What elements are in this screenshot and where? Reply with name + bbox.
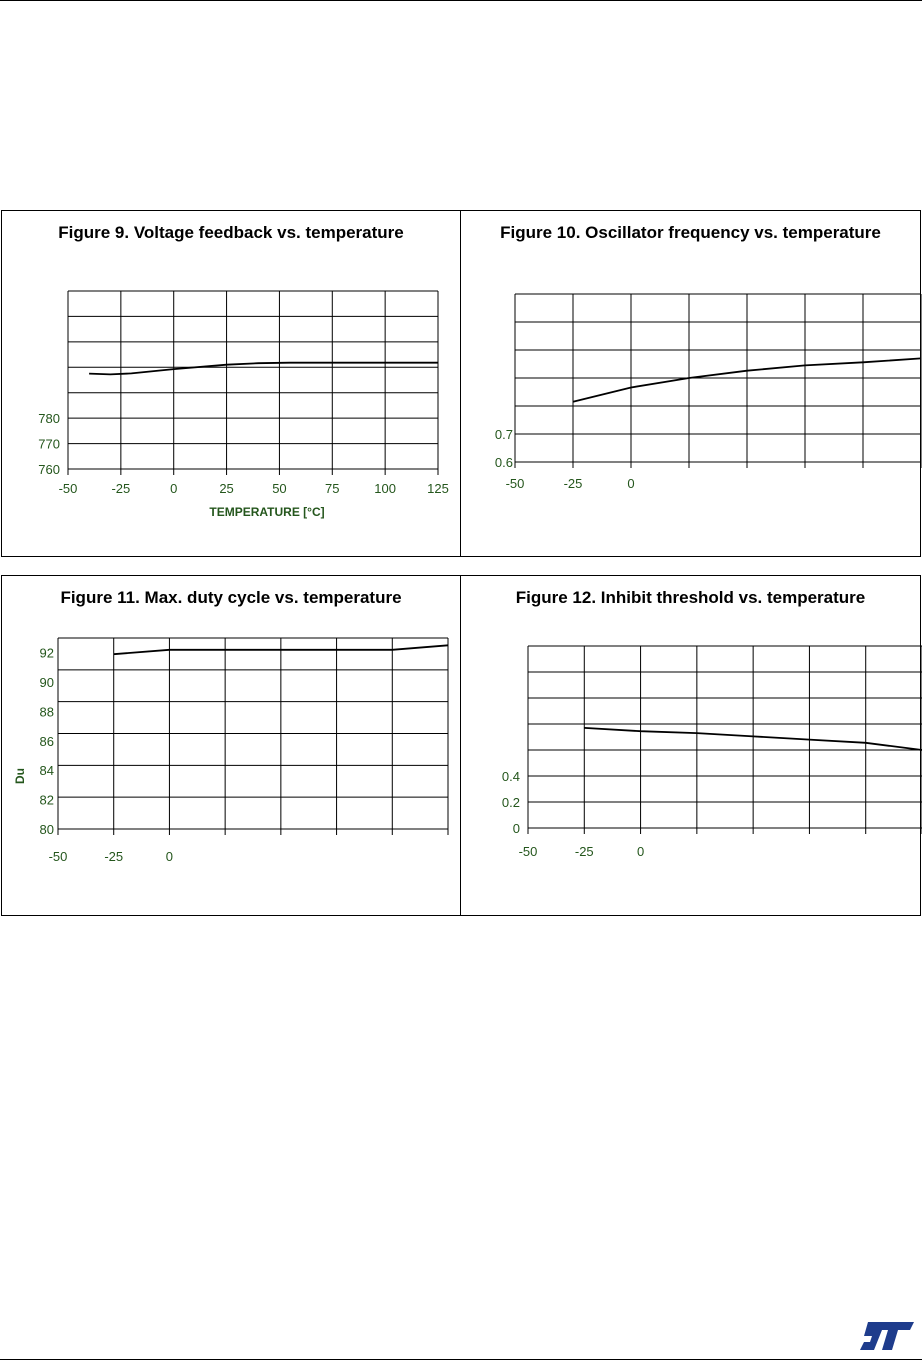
- x-tick-label: 75: [325, 481, 340, 496]
- x-tick-label: -50: [48, 849, 68, 864]
- y-tick-label: 82: [39, 792, 54, 808]
- figure-title: Figure 9. Voltage feedback vs. temperature: [58, 223, 404, 242]
- figure-9-panel: [1, 210, 461, 557]
- x-tick-label: 0: [636, 844, 645, 859]
- y-axis-title: Du: [13, 768, 27, 784]
- figure-11-chart: [2, 576, 462, 917]
- y-tick-label: 0.4: [501, 769, 520, 784]
- figure-12-panel: [460, 575, 921, 916]
- x-tick-label: -25: [104, 849, 124, 864]
- header-rule: [0, 0, 922, 1]
- x-axis-title: TEMPERATURE [°C]: [209, 505, 325, 519]
- y-tick-label: 0: [512, 821, 520, 836]
- y-tick-label: 760: [38, 462, 60, 477]
- grid-lines: [68, 291, 438, 475]
- figure-10-chart: [461, 211, 922, 558]
- y-tick-label: 80: [39, 822, 54, 837]
- series-line: [89, 363, 438, 375]
- x-tick-label: -25: [563, 476, 583, 491]
- y-tick-label: 84: [39, 763, 54, 779]
- grid-lines: [58, 638, 448, 835]
- y-tick-label: 780: [38, 411, 60, 427]
- y-tick-label: 0.2: [501, 795, 520, 810]
- y-tick-label: 90: [39, 675, 54, 691]
- x-tick-label: -50: [518, 844, 538, 859]
- x-tick-label: 100: [374, 481, 396, 496]
- y-tick-label: 92: [39, 645, 54, 661]
- x-tick-label: -50: [505, 476, 525, 491]
- x-tick-label: 0: [627, 476, 635, 491]
- figure-title: Figure 10. Oscillator frequency vs. temperature: [500, 223, 881, 242]
- y-tick-label: 0.6: [494, 455, 513, 470]
- x-tick-label: 25: [219, 481, 234, 496]
- y-tick-label: 86: [39, 733, 54, 749]
- footer-rule: [0, 1359, 922, 1360]
- y-tick-label: 770: [38, 436, 60, 452]
- x-tick-label: 125: [427, 481, 449, 496]
- x-tick-label: -50: [58, 481, 78, 496]
- x-tick-label: 0: [170, 481, 178, 496]
- figure-10-panel: [460, 210, 921, 557]
- figure-12-chart: [461, 576, 922, 917]
- x-tick-label: 0: [165, 849, 174, 864]
- y-tick-label: 0.7: [494, 427, 513, 442]
- y-tick-label: 88: [39, 704, 54, 720]
- figure-title: Figure 12. Inhibit threshold vs. temperature: [515, 588, 866, 607]
- grid-lines: [528, 646, 922, 834]
- x-tick-label: -25: [574, 844, 594, 859]
- figure-title: Figure 11. Max. duty cycle vs. temperature: [60, 588, 402, 607]
- st-logo-icon: [858, 1320, 916, 1352]
- figure-11-panel: [1, 575, 461, 916]
- x-tick-label: -25: [111, 481, 131, 496]
- x-tick-label: 50: [272, 481, 287, 496]
- figure-9-chart: [2, 211, 462, 558]
- grid-lines: [515, 294, 921, 468]
